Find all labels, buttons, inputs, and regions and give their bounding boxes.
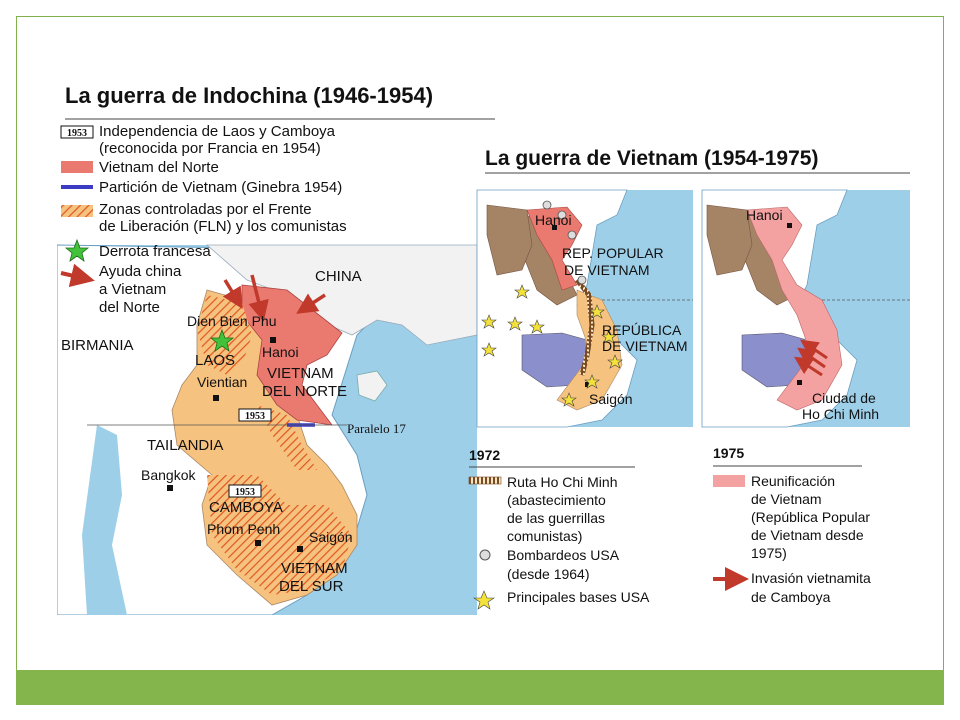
map-canvas [57, 75, 910, 615]
left-map [57, 83, 495, 615]
map1975-ho-chi-minh-marker-icon [797, 380, 802, 385]
left-map-title: La guerra de Indochina (1946-1954) [65, 83, 434, 108]
legend-china-aid-3: del Norte [99, 299, 160, 316]
legend-china-aid-1: Ayuda china [99, 263, 182, 280]
legend-north-vietnam-swatch [61, 161, 93, 173]
legend-ruta-4: comunistas) [507, 528, 583, 544]
right-map-1975 [702, 190, 910, 427]
map1972-label-rep-popular-1: REP. POPULAR [562, 245, 664, 261]
legend-reunif-3: (República Popular [751, 509, 871, 525]
badge-1953-laos-text: 1953 [245, 411, 265, 422]
map1975-label-ciudad-1: Ciudad de [812, 390, 876, 406]
saigon-marker-icon [297, 546, 303, 552]
map1975-hanoi-marker-icon [787, 223, 792, 228]
label-phnom-penh: Phom Penh [207, 521, 281, 537]
legend-french-defeat: Derrota francesa [99, 243, 211, 260]
legend-invasion-1: Invasión vietnamita [751, 570, 871, 586]
legend-fln-2: de Liberación (FLN) y los comunistas [99, 218, 347, 235]
label-tailandia: TAILANDIA [147, 437, 224, 454]
legend-reunif-1: Reunificación [751, 473, 836, 489]
label-dien-bien-phu: Dien Bien Phu [187, 313, 277, 329]
legend-ruta-3: de las guerrillas [507, 510, 606, 526]
label-vietnam-norte-1: VIETNAM [267, 365, 334, 382]
right-map-title: La guerra de Vietnam (1954-1975) [485, 147, 819, 170]
legend-badge-1953-text: 1953 [67, 128, 87, 139]
legend-north-vietnam: Vietnam del Norte [99, 159, 219, 176]
legend-partition-swatch [61, 185, 93, 189]
label-china: CHINA [315, 268, 362, 285]
map1972-label-saigon: Saigón [589, 391, 633, 407]
legend-ruta-1: Ruta Ho Chi Minh [507, 474, 618, 490]
phnom-penh-marker-icon [255, 540, 261, 546]
legend-partition: Partición de Vietnam (Ginebra 1954) [99, 179, 343, 196]
map1975-label-hanoi: Hanoi [746, 207, 783, 223]
legend-reunif-5: 1975) [751, 545, 787, 561]
legend-independencia-2: (reconocida por Francia en 1954) [99, 140, 321, 157]
legend-independencia-1: Independencia de Laos y Camboya [99, 123, 336, 140]
label-vientian: Vientian [197, 374, 248, 390]
slide-footer-bar [16, 670, 944, 705]
legend-bombardeos-2: (desde 1964) [507, 566, 590, 582]
map1972-label-rep-popular-2: DE VIETNAM [564, 262, 650, 278]
label-laos: LAOS [195, 352, 236, 369]
map1972-label-republica-2: DE VIETNAM [602, 338, 688, 354]
legend-reunification-swatch [713, 475, 745, 487]
bangkok-marker-icon [167, 485, 173, 491]
hanoi-marker-icon [270, 337, 276, 343]
legend1972-year: 1972 [469, 447, 501, 463]
label-bangkok: Bangkok [141, 467, 196, 483]
legend-ruta-2: (abastecimiento [507, 492, 606, 508]
legend-china-aid-2: a Vietnam [99, 281, 167, 298]
label-vietnam-norte-2: DEL NORTE [262, 383, 348, 400]
legend-bombardeos-1: Bombardeos USA [507, 547, 620, 563]
label-birmania: BIRMANIA [61, 337, 134, 354]
legend-ruta-swatch [469, 477, 501, 484]
map1972-label-hanoi: Hanoi [535, 212, 572, 228]
map1972-label-republica-1: REPÚBLICA [602, 322, 682, 338]
badge-1953-camboya-text: 1953 [235, 487, 255, 498]
label-paralelo-17: Paralelo 17 [347, 421, 406, 436]
legend-reunif-4: de Vietnam desde [751, 527, 864, 543]
vientian-marker-icon [213, 395, 219, 401]
legend-reunif-2: de Vietnam [751, 491, 822, 507]
label-vietnam-sur-1: VIETNAM [281, 560, 348, 577]
bombing-icon [543, 201, 551, 209]
legend-bombing-icon [480, 550, 490, 560]
label-vietnam-sur-2: DEL SUR [279, 578, 344, 595]
label-hanoi: Hanoi [262, 344, 299, 360]
map1975-label-ciudad-2: Ho Chi Minh [802, 406, 880, 422]
legend-1975 [713, 445, 871, 605]
map-figure [57, 75, 910, 615]
legend1975-year: 1975 [713, 445, 745, 461]
bombing-icon [568, 231, 576, 239]
legend-fln-swatch [61, 205, 93, 217]
legend-1972 [469, 447, 650, 609]
label-saigon: Saigón [309, 529, 353, 545]
legend-bases: Principales bases USA [507, 589, 650, 605]
label-camboya: CAMBOYA [209, 499, 283, 516]
legend-invasion-2: de Camboya [751, 589, 831, 605]
legend-fln-1: Zonas controladas por el Frente [99, 201, 312, 218]
